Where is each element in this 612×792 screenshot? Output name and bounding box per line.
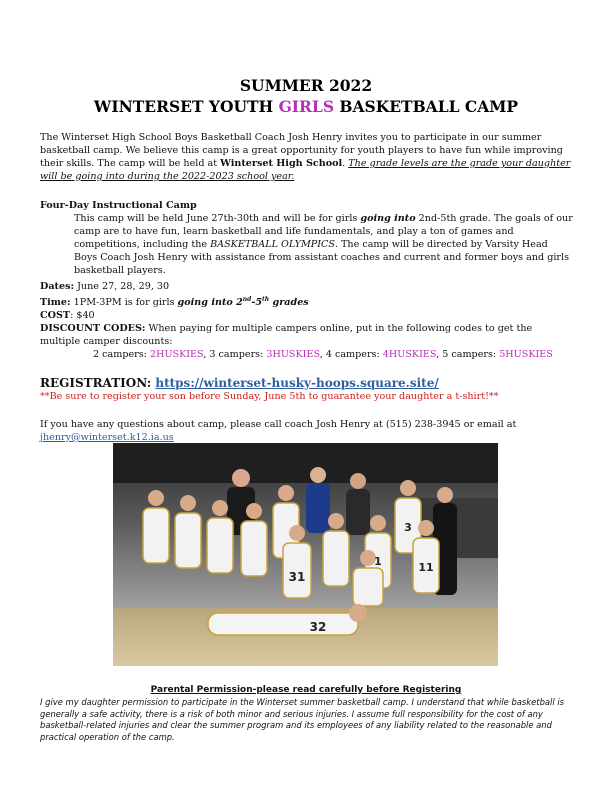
title-line1-text: SUMMER 2022	[239, 76, 373, 95]
permission-title: Parental Permission-please read carefully before Registering	[150, 685, 462, 695]
discount-line	[40, 322, 574, 348]
cost-label: COST	[40, 310, 71, 322]
discount-codes-list	[40, 348, 574, 361]
team-photo-illustration	[113, 443, 498, 666]
title-line2-post: BASKETBALL CAMP	[334, 97, 519, 116]
code-label: 5 campers:	[442, 349, 500, 361]
cost-value: : $40	[70, 310, 95, 322]
team-photo	[113, 443, 498, 666]
intro-text: The Winterset High School Boys Basketball Coach Josh Henry invites you to participate in our summer basketball camp. We believe this camp is a great opportunity for youth players to have fun while improving their skills. The camp will be held at	[40, 132, 563, 169]
discount-code: 5HUSKIES	[499, 349, 553, 361]
code-sep: ,	[203, 349, 210, 361]
permission-body: I give my daughter permission to participate in the Winterset summer basketball camp. I understand that while basketball is generally a safe activity, there is a risk of both minor and serious injuries. I assume full responsibility for the cost of any basketball-related injuries and clear the summer program and its employees of any liability related to the reasonable and practical operation of the camp.	[40, 697, 565, 742]
contact-paragraph	[40, 418, 574, 444]
time-sup-nd: nd	[242, 296, 252, 303]
time-grade-2: -5	[251, 297, 263, 309]
time-grade-3: grades	[269, 297, 309, 309]
jersey-number: 32	[309, 620, 327, 634]
intro-text-sep: .	[342, 158, 349, 169]
jersey-number: 3	[404, 521, 412, 534]
title-girls-word: GIRLS	[278, 97, 335, 116]
time-value: 1PM-3PM is for girls	[70, 297, 178, 309]
jersey-number: 1	[374, 555, 382, 568]
title-summer-2022	[0, 75, 612, 96]
jersey-number: 11	[418, 561, 434, 574]
camp-details	[40, 280, 574, 361]
four-day-text-2: 2nd-5th grade. The goals of our camp are to have fun, learn basketball and life fundamentals, and play a ton of games and competitions, including the	[74, 213, 573, 250]
discount-code: 3HUSKIES	[266, 349, 320, 361]
discount-value: When paying for multiple campers online, put in the following codes to get the multiple camper discounts:	[40, 323, 533, 348]
time-sup-th: th	[262, 296, 270, 303]
code-label: 4 campers:	[325, 349, 383, 361]
tshirt-note: **Be sure to register your son before Sunday, June 5th to guarantee your daughter a t-shirt!**	[40, 391, 499, 402]
four-day-description	[74, 212, 574, 277]
grade-level-note: The grade levels are the grade your daughter will be going into during the 2022-2023 school year.	[40, 158, 571, 182]
intro-paragraph	[40, 131, 574, 183]
discount-label: DISCOUNT CODES:	[40, 323, 146, 335]
basketball-olympics: BASKETBALL OLYMPICS	[210, 239, 335, 250]
cost-line	[40, 309, 574, 322]
four-day-text-3: . The camp will be directed by Varsity Head Boys Coach Josh Henry with assistance from assistant coaches and current and former boys and girls basketball players.	[74, 239, 570, 276]
contact-text: If you have any questions about camp, please call coach Josh Henry at (515) 238-3945 or email at	[40, 419, 517, 430]
email-link[interactable]: jhenry@winterset.k12.ia.us	[40, 432, 174, 443]
code-sep: ,	[319, 349, 326, 361]
registration-colon: :	[146, 376, 156, 390]
time-line	[40, 293, 574, 309]
registration-label: REGISTRATION	[40, 376, 147, 390]
dates-line	[40, 280, 574, 293]
registration-line	[40, 376, 574, 391]
camp-location: Winterset High School	[220, 158, 343, 169]
four-day-text-1: This camp will be held June 27th-30th and will be for girls	[74, 213, 361, 224]
time-grade-1: going into 2	[177, 297, 243, 309]
discount-code: 4HUSKIES	[382, 349, 437, 361]
four-day-heading: Four-Day Instructional Camp	[40, 200, 197, 211]
title-line2-pre: WINTERSET YOUTH	[93, 97, 279, 116]
title-camp-name	[0, 96, 612, 117]
four-day-emphasis: going into	[360, 213, 416, 224]
dates-label: Dates:	[40, 281, 75, 292]
code-sep: ,	[436, 349, 443, 361]
discount-code: 2HUSKIES	[149, 349, 204, 361]
code-label: 2 campers:	[93, 349, 150, 361]
jersey-number: 31	[288, 570, 306, 584]
code-label: 3 campers:	[209, 349, 267, 361]
dates-value: June 27, 28, 29, 30	[74, 281, 170, 292]
time-label: Time:	[40, 297, 71, 309]
registration-link[interactable]: https://winterset-husky-hoops.square.site/	[155, 376, 439, 390]
